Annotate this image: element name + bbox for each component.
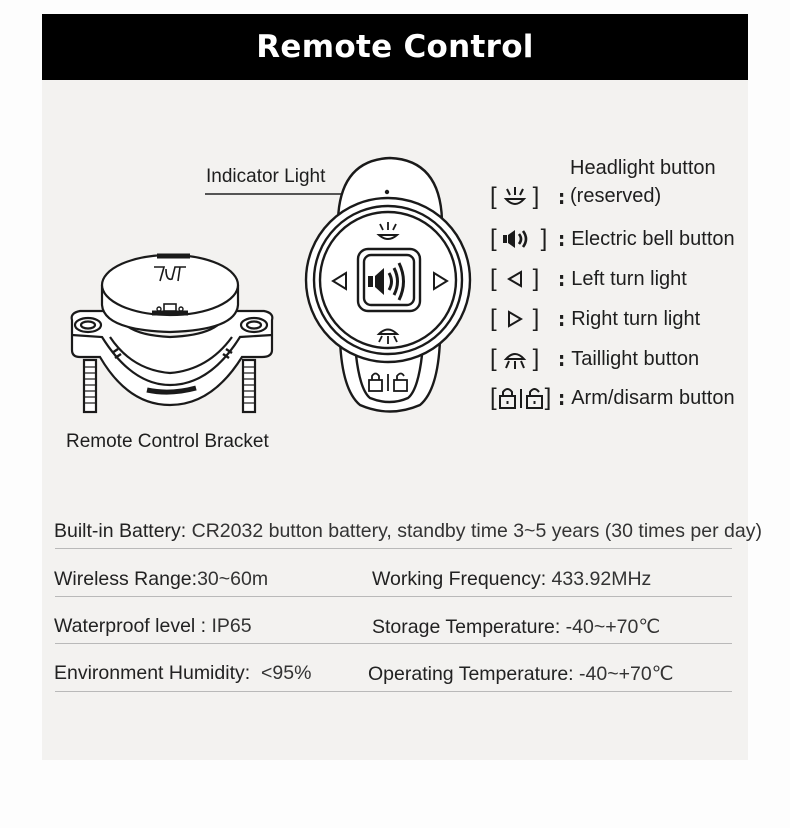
spec-battery-value: CR2032 button battery, standby time 3~5 years (30 times per day) (186, 520, 762, 542)
spec-humidity-label: Environment Humidity: (54, 662, 251, 684)
spec-frequency (372, 568, 651, 591)
spec-waterproof-value: IP65 (206, 615, 252, 637)
spec-operating-temperature (368, 662, 674, 686)
page-title: Remote Control (42, 14, 748, 80)
legend-item-right-turn: [ ] : Right turn light (490, 305, 701, 332)
divider (55, 643, 732, 644)
spec-frequency-label: Working Frequency: (372, 568, 547, 590)
legend-label-headlight-reserved: (reserved) (570, 185, 662, 207)
divider (55, 548, 732, 549)
legend-item-left-turn: [ ] : Left turn light (490, 265, 687, 292)
left-triangle-icon (501, 269, 529, 289)
spec-wireless-value: 30~60m (197, 568, 269, 590)
spec-wireless-range (54, 568, 268, 591)
speaker-icon (501, 228, 537, 250)
divider (55, 596, 732, 597)
right-triangle-icon (501, 309, 529, 329)
spec-operating-label: Operating Temperature: (368, 663, 574, 685)
bracket-illustration (62, 245, 282, 415)
legend-label-headlight: Headlight button (570, 157, 716, 179)
legend-label-bell: Electric bell button (571, 227, 735, 250)
spec-storage-temperature (372, 615, 660, 639)
divider (55, 691, 732, 692)
spec-storage-value: -40~+70℃ (560, 616, 661, 638)
legend-item-arm-disarm: [ ] : Arm/disarm button (490, 384, 735, 411)
spec-storage-label: Storage Temperature: (372, 616, 561, 638)
spec-wireless-label: Wireless Range: (54, 568, 198, 590)
taillight-icon (501, 347, 529, 371)
spec-battery (54, 520, 762, 543)
remote-illustration (300, 150, 480, 420)
legend-label-taillight: Taillight button (571, 347, 700, 370)
spec-humidity-value: <95% (250, 662, 312, 684)
indicator-light-label: Indicator Light (206, 166, 326, 187)
lock-unlock-icon (498, 386, 544, 410)
legend-item-headlight: [ ] : (490, 183, 566, 210)
spec-battery-label: Built-in Battery: (54, 520, 187, 542)
spec-operating-value: -40~+70℃ (573, 663, 674, 685)
spec-waterproof (54, 615, 252, 638)
legend-label-right-turn: Right turn light (571, 307, 701, 330)
spec-waterproof-label: Waterproof level : (54, 615, 207, 637)
legend-label-arm-disarm: Arm/disarm button (571, 386, 735, 409)
headlight-icon (501, 185, 529, 209)
spec-frequency-value: 433.92MHz (546, 568, 652, 590)
legend-item-bell: [ ] : Electric bell button (490, 225, 735, 252)
legend-label-left-turn: Left turn light (571, 267, 687, 290)
legend-item-taillight: [ ] : Taillight button (490, 345, 700, 372)
spec-humidity (54, 662, 311, 685)
bracket-label: Remote Control Bracket (66, 431, 269, 452)
